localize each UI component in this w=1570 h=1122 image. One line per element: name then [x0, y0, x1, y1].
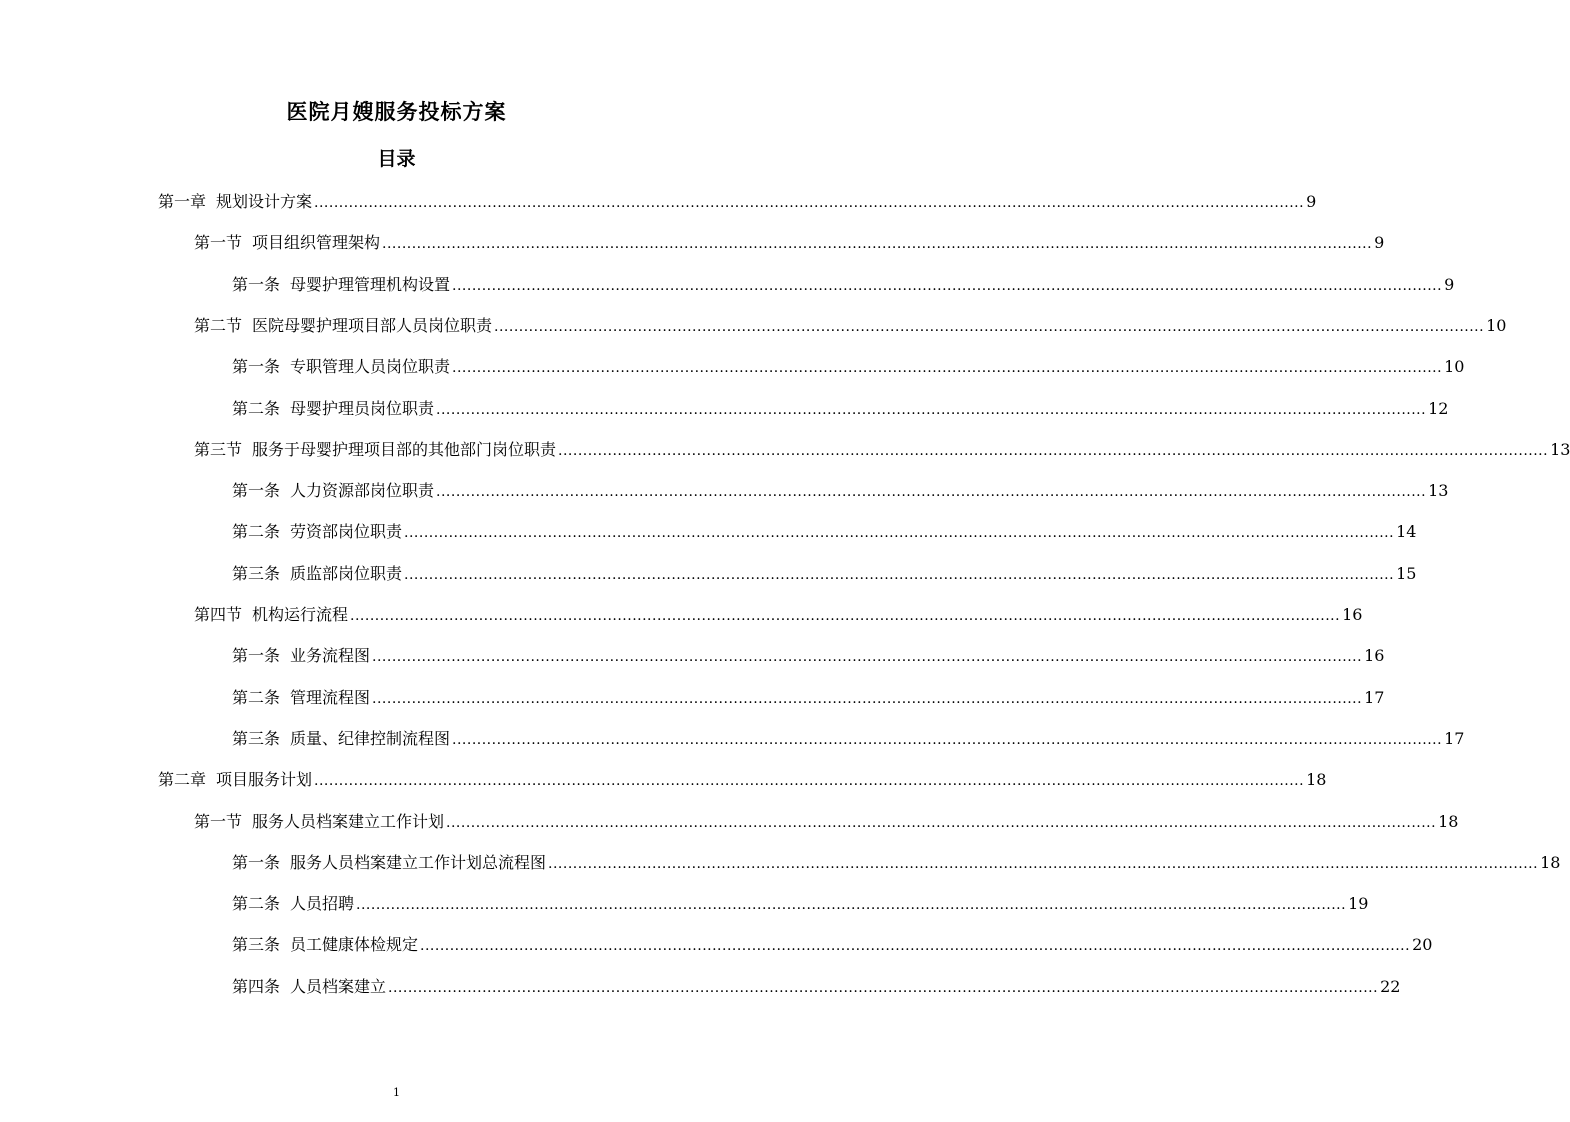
toc-entry-title: 人员招聘 [290, 894, 355, 914]
toc-dot-leader: ........................................................................................................................................................................................................ [356, 897, 1347, 914]
toc-entry-number: 第三条 [232, 935, 281, 955]
toc-entry[interactable] [158, 766, 1327, 790]
toc-entry[interactable] [232, 973, 1401, 997]
toc-dot-leader: ........................................................................................................................................................................................................ [452, 731, 1443, 748]
toc-dot-leader: ........................................................................................................................................................................................................ [388, 979, 1379, 996]
toc-entry-page: 16 [1342, 605, 1363, 624]
toc-entry-number: 第二条 [232, 398, 281, 418]
toc-entry-number: 第一节 [194, 233, 243, 253]
toc-entry-title: 服务人员档案建立工作计划总流程图 [290, 852, 547, 872]
toc-entry-number: 第四条 [232, 976, 281, 996]
toc-entry[interactable] [194, 601, 1363, 625]
toc-entry-title: 劳资部岗位职责 [290, 522, 403, 542]
toc-entry[interactable] [194, 436, 1570, 460]
toc-entry-title: 项目组织管理架构 [252, 233, 381, 253]
toc-entry[interactable] [232, 477, 1449, 501]
toc-dot-leader: ........................................................................................................................................................................................................ [404, 525, 1395, 542]
toc-entry-number: 第一节 [194, 811, 243, 831]
toc-entry-page: 19 [1348, 894, 1369, 914]
toc-entry-number: 第二条 [232, 687, 281, 707]
toc-entry-page: 14 [1396, 522, 1417, 542]
toc-entry-page: 20 [1412, 935, 1433, 955]
toc-entry-title: 人员档案建立 [290, 976, 387, 996]
toc-dot-leader: ........................................................................................................................................................................................................ [452, 277, 1443, 294]
toc-entry-number: 第一条 [232, 646, 281, 666]
toc-entry-page: 18 [1306, 770, 1327, 790]
toc-entry[interactable] [232, 931, 1433, 955]
toc-entry[interactable] [158, 188, 1317, 212]
toc-entry-title: 服务人员档案建立工作计划 [252, 811, 445, 831]
toc-entry[interactable] [232, 353, 1465, 377]
toc-dot-leader: ........................................................................................................................................................................................................ [548, 855, 1539, 872]
toc-entry-page: 18 [1540, 852, 1561, 872]
toc-dot-leader: ........................................................................................................................................................................................................ [314, 195, 1305, 211]
toc-entry[interactable] [232, 890, 1369, 914]
toc-entry-page: 9 [1306, 192, 1317, 211]
toc-entry-title: 人力资源部岗位职责 [290, 481, 435, 501]
toc-entry[interactable] [232, 560, 1417, 584]
toc-dot-leader: ........................................................................................................................................................................................................ [436, 484, 1427, 501]
toc-dot-leader: ........................................................................................................................................................................................................ [558, 442, 1549, 459]
toc-entry-number: 第二条 [232, 894, 281, 914]
toc-entry-page: 13 [1428, 481, 1449, 501]
toc-entry-number: 第一条 [232, 357, 281, 377]
toc-entry-page: 10 [1486, 315, 1507, 335]
toc-entry[interactable] [232, 271, 1455, 295]
toc-entry-page: 16 [1364, 646, 1385, 666]
toc-entry-number: 第一章 [158, 192, 207, 211]
toc-entry[interactable] [232, 642, 1385, 666]
toc-entry-page: 9 [1374, 233, 1385, 253]
toc-entry-number: 第三条 [232, 728, 281, 748]
toc-dot-leader: ........................................................................................................................................................................................................ [420, 938, 1411, 955]
toc-entry[interactable] [232, 725, 1465, 749]
toc-entry-title: 员工健康体检规定 [290, 935, 419, 955]
toc-entry-page: 12 [1428, 398, 1449, 418]
toc-dot-leader: ........................................................................................................................................................................................................ [314, 773, 1305, 790]
toc-entry-number: 第一条 [232, 481, 281, 501]
toc-entry-page: 13 [1550, 439, 1570, 459]
toc-dot-leader: ........................................................................................................................................................................................................ [446, 814, 1437, 831]
toc-dot-leader: ........................................................................................................................................................................................................ [494, 318, 1485, 335]
toc-entry-title: 专职管理人员岗位职责 [290, 357, 451, 377]
toc-entry-page: 22 [1380, 976, 1401, 996]
toc-entry-title: 规划设计方案 [216, 192, 313, 211]
toc-entry[interactable] [232, 395, 1449, 419]
toc-entry-number: 第二节 [194, 315, 243, 335]
toc-entry-title: 质监部岗位职责 [290, 563, 403, 583]
toc-entry-title: 管理流程图 [290, 687, 371, 707]
toc-entry[interactable] [232, 684, 1385, 708]
toc-entry-number: 第四节 [194, 605, 243, 624]
page-number: 1 [393, 1086, 400, 1099]
toc-entry-number: 第二章 [158, 770, 207, 790]
toc-dot-leader: ........................................................................................................................................................................................................ [350, 608, 1341, 624]
toc-dot-leader: ........................................................................................................................................................................................................ [372, 649, 1363, 666]
toc-dot-leader: ........................................................................................................................................................................................................ [404, 566, 1395, 583]
toc-entry-page: 15 [1396, 563, 1417, 583]
document-title: 医院月嫂服务投标方案 [286, 100, 507, 124]
toc-heading: 目录 [377, 148, 416, 170]
toc-entry-page: 9 [1444, 274, 1455, 294]
toc-entry-title: 业务流程图 [290, 646, 371, 666]
toc-entry[interactable] [194, 229, 1385, 253]
toc-entry[interactable] [194, 312, 1507, 336]
toc-dot-leader: ........................................................................................................................................................................................................ [372, 690, 1363, 707]
toc-entry-title: 医院母婴护理项目部人员岗位职责 [252, 315, 493, 335]
toc-entry-number: 第二条 [232, 522, 281, 542]
toc-entry-title: 服务于母婴护理项目部的其他部门岗位职责 [252, 439, 557, 459]
toc-entry[interactable] [232, 518, 1417, 542]
toc-entry-title: 母婴护理管理机构设置 [290, 274, 451, 294]
toc-dot-leader: ........................................................................................................................................................................................................ [452, 360, 1443, 377]
toc-entry-page: 10 [1444, 357, 1465, 377]
toc-entry-title: 质量、纪律控制流程图 [290, 728, 451, 748]
toc-entry-page: 18 [1438, 811, 1459, 831]
toc-entry-title: 母婴护理员岗位职责 [290, 398, 435, 418]
toc-entry-title: 机构运行流程 [252, 605, 349, 624]
toc-entry-number: 第三节 [194, 439, 243, 459]
toc-entry-page: 17 [1364, 687, 1385, 707]
toc-entry-number: 第一条 [232, 852, 281, 872]
toc-dot-leader: ........................................................................................................................................................................................................ [436, 401, 1427, 418]
toc-entry-page: 17 [1444, 728, 1465, 748]
toc-entry-title: 项目服务计划 [216, 770, 313, 790]
toc-entry[interactable] [194, 808, 1459, 832]
toc-entry-number: 第三条 [232, 563, 281, 583]
toc-entry[interactable] [232, 849, 1561, 873]
toc-entry-number: 第一条 [232, 274, 281, 294]
toc-dot-leader: ........................................................................................................................................................................................................ [382, 236, 1373, 253]
